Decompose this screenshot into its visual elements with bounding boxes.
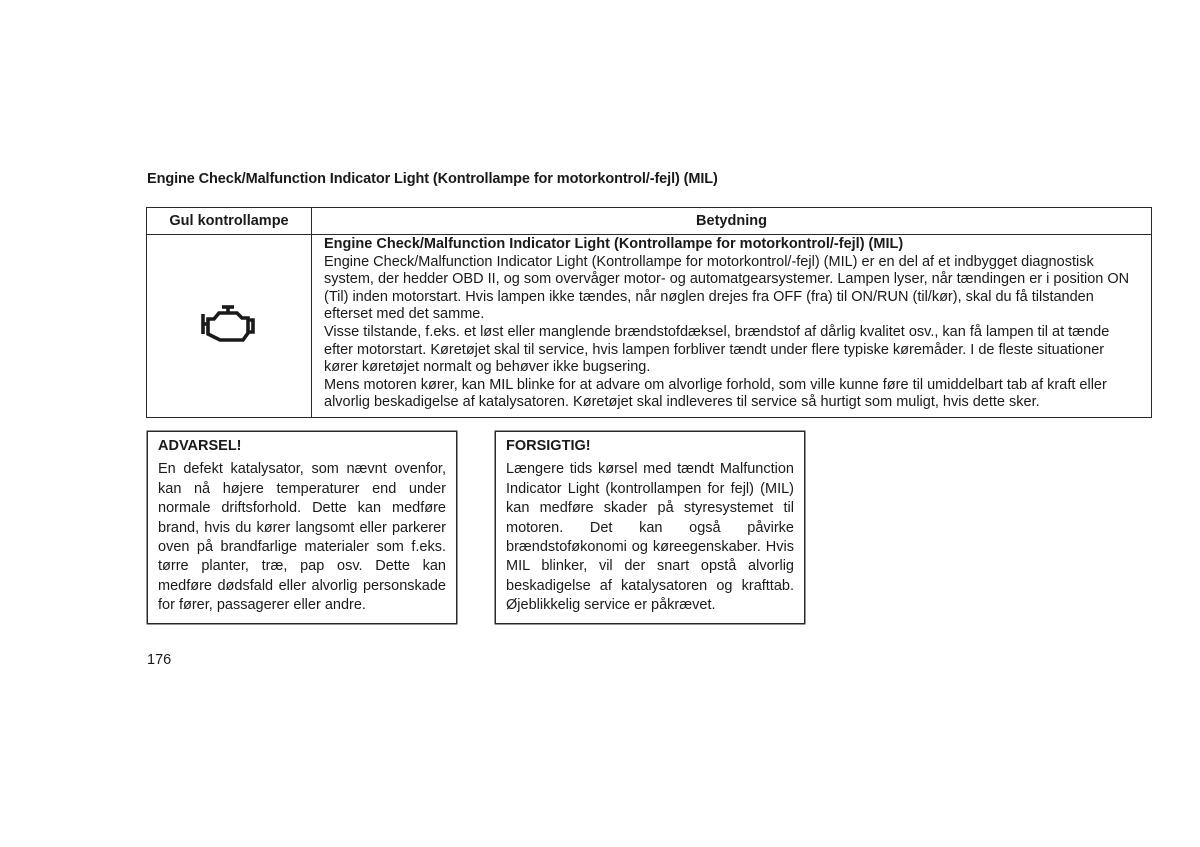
caution-text: Længere tids kørsel med tændt Malfunction Indicator Light (kontrollampen for fejl) (MIL) kan medføre skader på styresystemet til motoren. Det kan også påvirke brændstoføkonomi og køreegenskaber. Hvis MIL blinker, vil der snart opstå alvorlig beskadigelse af katalysatoren og krafttab. Øjeblikkelig service er påkrævet. (506, 461, 794, 614)
page-number: 176 (147, 652, 172, 668)
warning-title: ADVARSEL! (158, 438, 242, 454)
caution-title: FORSIGTIG! (506, 438, 591, 454)
description-paragraph: Engine Check/Malfunction Indicator Light (Kontrollampe for motorkontrol/-fejl) (MIL) er en del af et indbygget diagnostisk system, der hedder OBD II, og som overvåger motor- og automatgearsystemer. Lampen lyser, når tændingen er i position ON (Til) inden motorstart. Hvis lampen ikke tændes, når nøglen drejes fra OFF (fra) til ON/RUN (til/kør), skal du få tilstanden efterset med det samme. (324, 253, 1130, 323)
header-meaning-column: Betydning (312, 208, 1152, 235)
warning-text: En defekt katalysator, som nævnt ovenfor, kan nå højere temperaturer end under normale driftsforhold. Dette kan medføre brand, hvis du kører langsomt eller parkerer oven på brandfarlige materialer som f.eks. tørre planter, træ, pap osv. Dette kan medføre dødsfald eller alvorlig personskade for fører, passagerer eller andre. (158, 461, 446, 614)
lamp-description-cell (312, 235, 1152, 418)
table-header-row (147, 208, 1152, 235)
table-row (147, 235, 1152, 418)
engine-check-icon (200, 304, 258, 344)
section-heading: Engine Check/Malfunction Indicator Light (Kontrollampe for motorkontrol/-fejl) (MIL) (147, 171, 718, 187)
indicator-lamp-table (146, 207, 1152, 418)
description-paragraph: Mens motoren kører, kan MIL blinke for at advare om alvorlige forhold, som ville kunne føre til umiddelbart tab af kraft eller alvorlig beskadigelse af katalysatoren. Køretøjet skal indleveres til service så hurtigt som muligt, hvis dette sker. (324, 376, 1107, 411)
description-title: Engine Check/Malfunction Indicator Light (Kontrollampe for motorkontrol/-fejl) (MIL) (324, 236, 904, 252)
lamp-icon-cell (147, 235, 312, 418)
header-lamp-column: Gul kontrollampe (147, 208, 312, 235)
description-paragraph: Visse tilstande, f.eks. et løst eller manglende brændstofdæksel, brændstof af dårlig kvalitet osv., kan få lampen til at tænde efter motorstart. Køretøjet skal til service, hvis lampen forbliver tændt under flere typiske køremåder. I de fleste situationer kører køretøjet normalt og behøver ikke bugsering. (324, 323, 1110, 376)
warning-box (147, 431, 457, 624)
caution-box (495, 431, 805, 624)
